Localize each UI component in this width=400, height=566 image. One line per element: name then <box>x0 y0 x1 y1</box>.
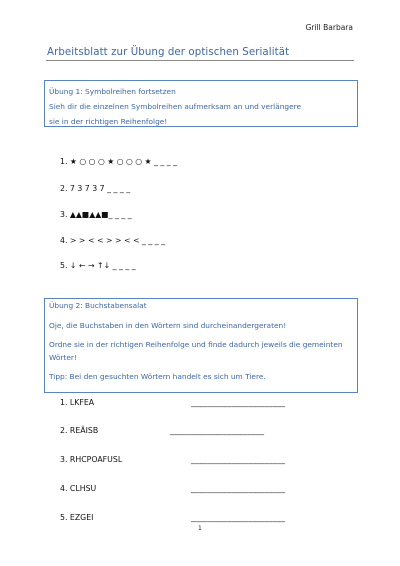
sequence-item-4: 4. > > < < > > < < _ _ _ _ <box>60 236 166 245</box>
scrambled-word-3: 3. RHCPOAFUSL <box>60 455 123 464</box>
exercise2-box <box>44 298 358 393</box>
answer-line-4[interactable]: _______________________ <box>191 484 286 493</box>
title-divider <box>46 60 354 61</box>
sequence-item-5 <box>60 261 136 270</box>
page-number: 1 <box>198 525 202 532</box>
scrambled-word-4: 4. CLHSU <box>60 484 97 493</box>
exercise2-tip: Tipp: Bei den gesuchten Wörtern handelt es sich um Tiere. <box>49 372 266 381</box>
arrow-up-icon: ↑ <box>97 261 104 270</box>
exercise2-heading: Übung 2: Buchstabensalat <box>49 301 147 310</box>
sequence-item-5-blanks: _ _ _ _ <box>112 261 136 270</box>
arrow-right-icon: → <box>87 261 95 270</box>
exercise1-box <box>44 80 358 127</box>
scrambled-word-2: 2. REÄISB <box>60 426 99 435</box>
sequence-item-2: 2. 7 3 7 3 7 _ _ _ _ <box>60 184 131 193</box>
exercise1-instruction-line-2: sie in der richtigen Reihenfolge! <box>49 117 168 127</box>
exercise1-instruction-line-1: Sieh dir die einzelnen Symbolreihen aufmerksam an und verlängere <box>49 102 302 112</box>
arrow-down-icon: ↓ <box>69 261 77 270</box>
author-name: Grill Barbara <box>305 23 353 32</box>
scrambled-word-1: 1. LKFEA <box>60 398 95 407</box>
answer-line-3[interactable]: _______________________ <box>191 455 286 464</box>
exercise2-paragraph-1: Oje, die Buchstaben in den Wörtern sind durcheinandergeraten! <box>49 320 287 330</box>
exercise2-paragraph-2: Ordne sie in der richtigen Reihenfolge und finde dadurch jeweils die gemeinten Wörter! <box>49 340 343 362</box>
scrambled-word-5: 5. EZGEI <box>60 513 94 522</box>
sequence-item-5-number: 5. <box>60 261 70 270</box>
arrow-down-icon: ↓ <box>103 261 111 270</box>
answer-line-1[interactable]: _______________________ <box>191 398 286 407</box>
arrow-left-icon: ← <box>78 261 86 270</box>
sequence-item-3: 3. ▲▲■▲▲■_ _ _ _ <box>60 210 132 219</box>
sequence-item-1: 1. ★ ○ ○ ○ ★ ○ ○ ○ ★ _ _ _ _ <box>60 157 178 166</box>
answer-line-5[interactable]: _______________________ <box>191 513 286 522</box>
answer-line-2[interactable]: _______________________ <box>170 426 265 435</box>
exercise1-heading: Übung 1: Symbolreihen fortsetzen <box>49 87 176 96</box>
page-title: Arbeitsblatt zur Übung der optischen Serialität <box>47 47 290 58</box>
